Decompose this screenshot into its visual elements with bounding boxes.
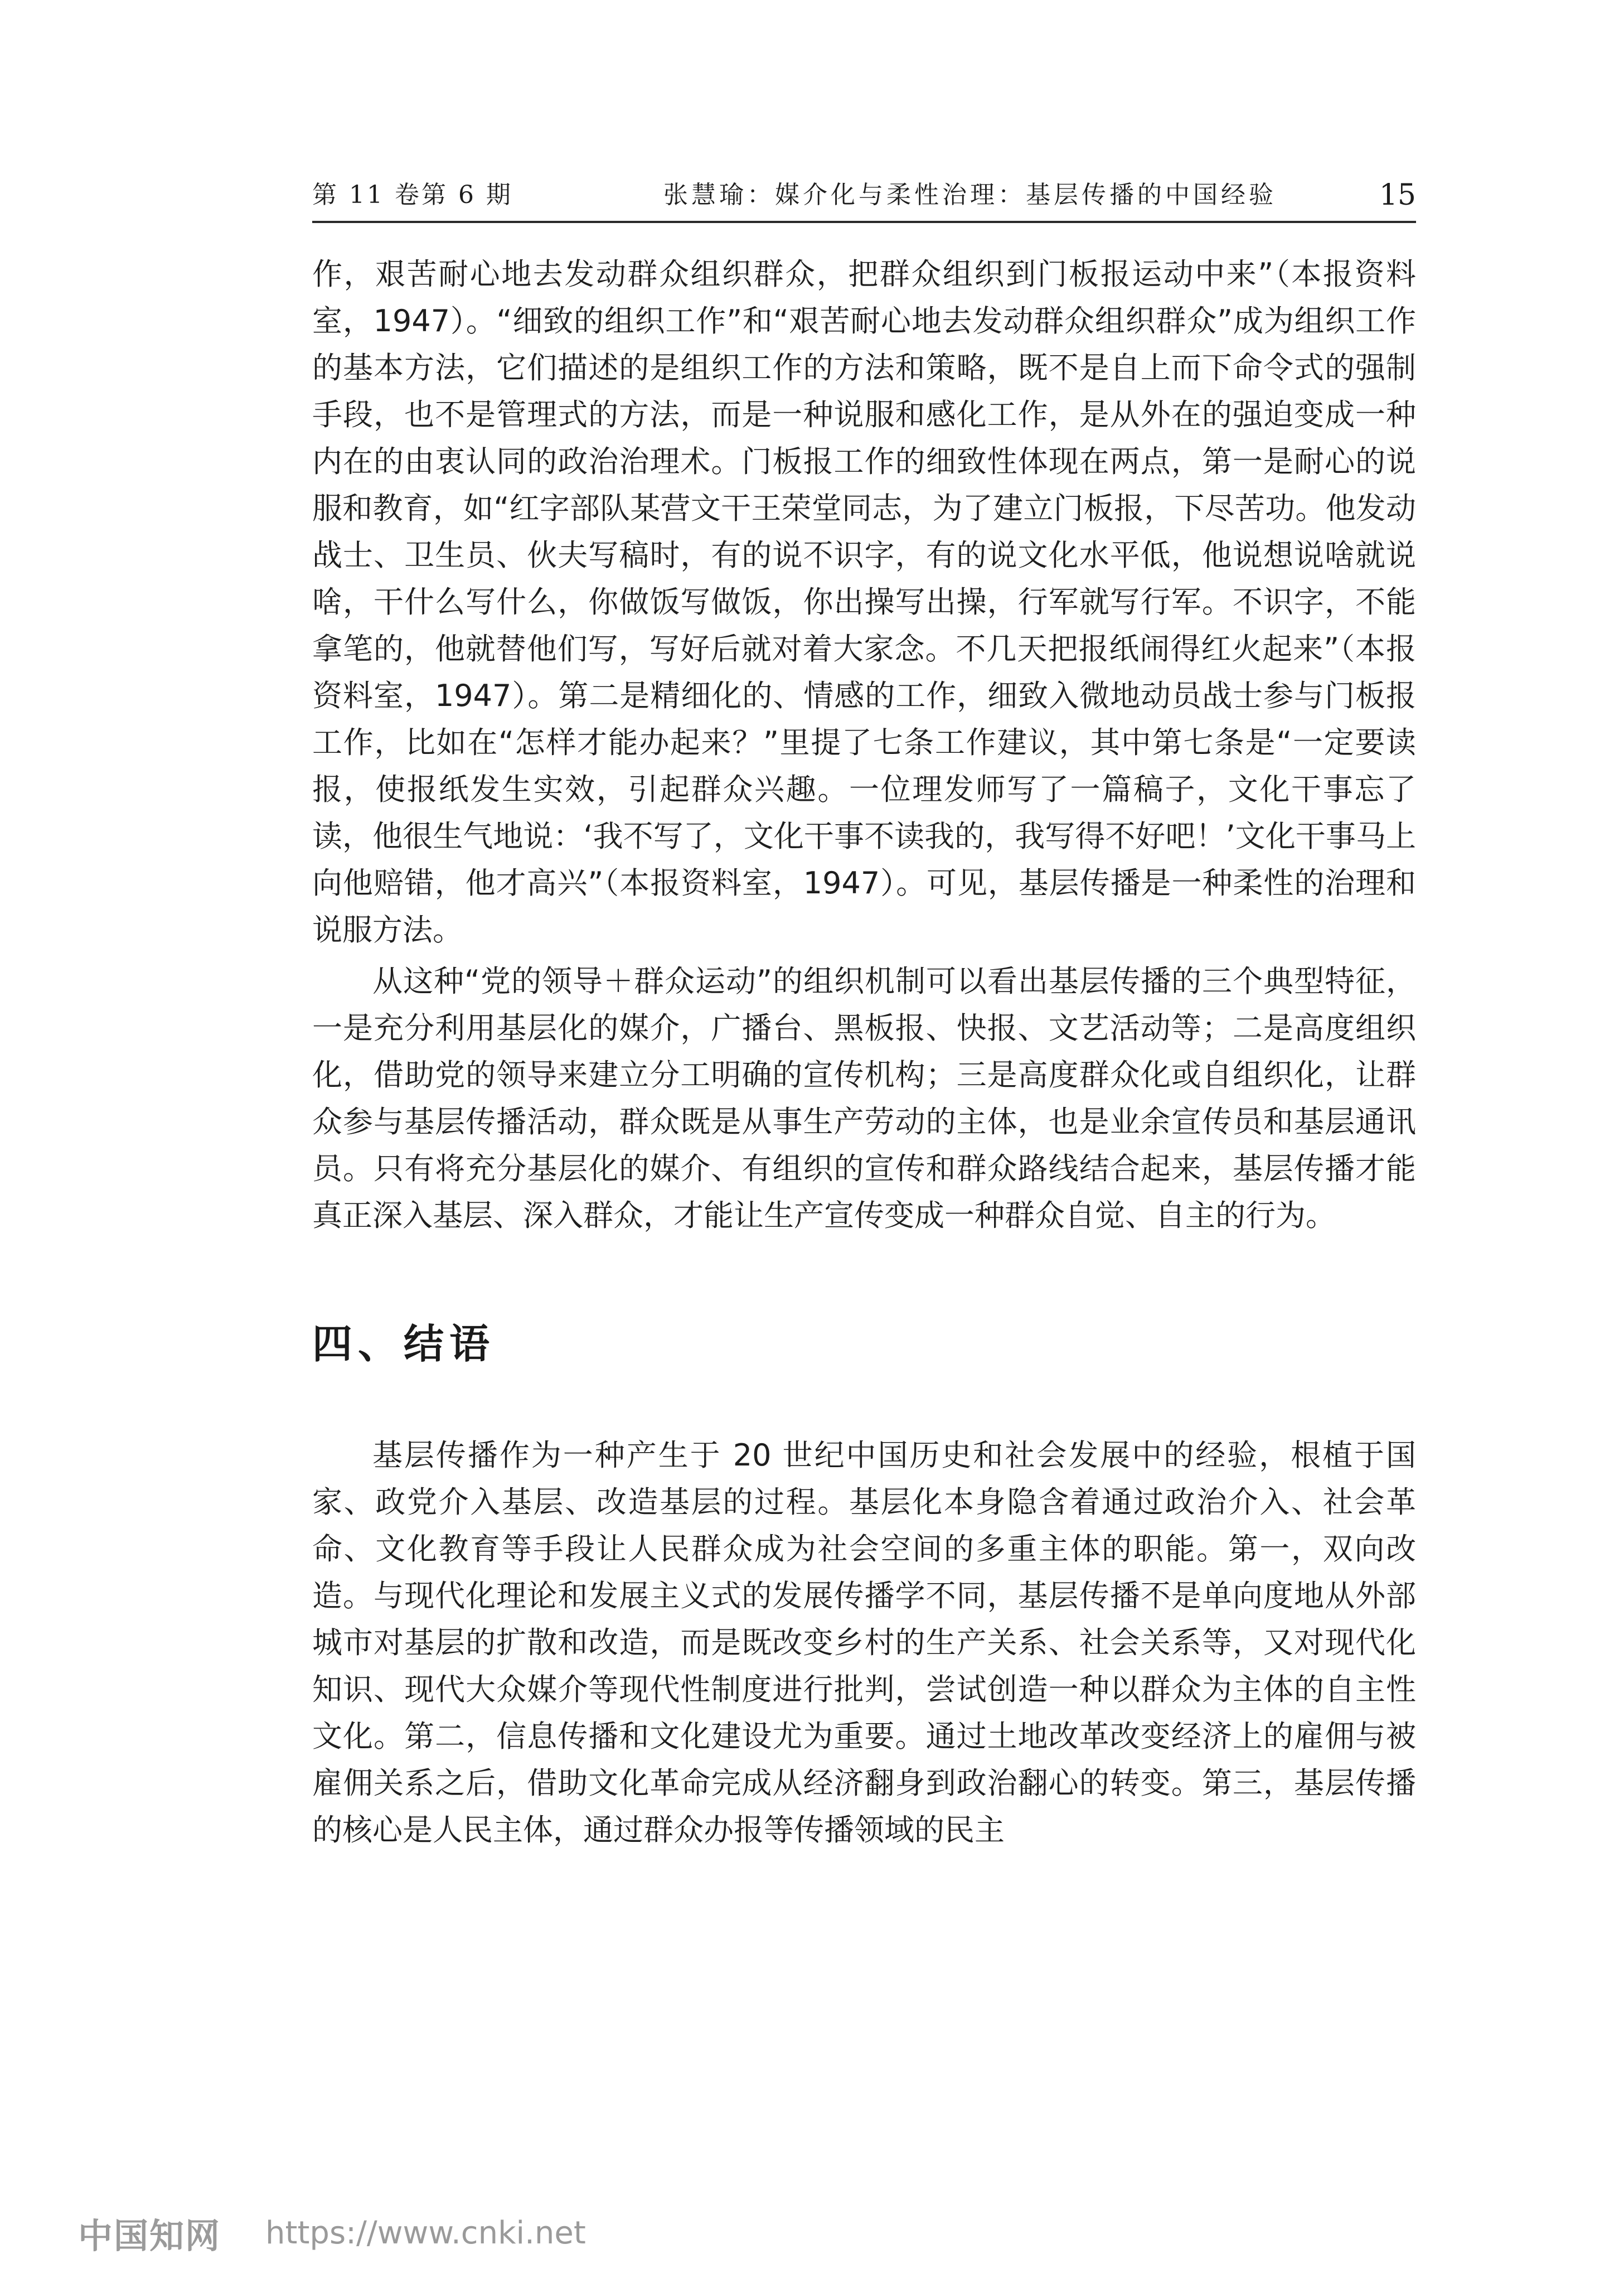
- conclusion-paragraph: 基层传播作为一种产生于 20 世纪中国历史和社会发展中的经验，根植于国家、政党介入基层、改造基层的过程。基层化本身隐含着通过政治介入、社会革命、文化教育等手段让人民群众成为社会空间的多重主体的职能。第一，双向改造。与现代化理论和发展主义式的发展传播学不同，基层传播不是单向度地从外部城市对基层的扩散和改造，而是既改变乡村的生产关系、社会关系等，又对现代化知识、现代大众媒介等现代性制度进行批判，尝试创造一种以群众为主体的自主性文化。第二，信息传播和文化建设尤为重要。通过土地改革改变经济上的雇佣与被雇佣关系之后，借助文化革命完成从经济翻身到政治翻心的转变。第三，基层传播的核心是人民主体，通过群众办报等传播领域的民主: [312, 1438, 1416, 1847]
- cnki-watermark: [78, 2208, 586, 2256]
- page-number: 15: [1379, 178, 1416, 212]
- running-title: 张慧瑜：媒介化与柔性治理：基层传播的中国经验: [663, 181, 1277, 209]
- cnki-logo-text: 中国知网: [78, 2216, 221, 2256]
- body-paragraph: 作，艰苦耐心地去发动群众组织群众，把群众组织到门板报运动中来”（本报资料室，1947）。“细致的组织工作”和“艰苦耐心地去发动群众组织群众”成为组织工作的基本方法，它们描述的是组织工作的方法和策略，既不是自上而下命令式的强制手段，也不是管理式的方法，而是一种说服和感化工作，是从外在的强迫变成一种内在的由衷认同的政治治理术。门板报工作的细致性体现在两点，第一是耐心的说服和教育，如“红字部队某营文干王荣堂同志，为了建立门板报，下尽苦功。他发动战士、卫生员、伙夫写稿时，有的说不识字，有的说文化水平低，他说想说啥就说啥，干什么写什么，你做饭写做饭，你出操写出操，行军就写行军。不识字，不能拿笔的，他就替他们写，写好后就对着大家念。不几天把报纸闹得红火起来”（本报资料室，1947）。第二是精细化的、情感的工作，细致入微地动员战士参与门板报工作，比如在“怎样才能办起来？”里提了七条工作建议，其中第七条是“一定要读报，使报纸发生实效，引起群众兴趣。一位理发师写了一篇稿子，文化干事忘了读，他很生气地说：‘我不写了，文化干事不读我的，我写得不好吧！’文化干事马上向他赔错，他才高兴”（本报资料室，1947）。可见，基层传播是一种柔性的治理和说服方法。: [312, 257, 1416, 947]
- article-body: [312, 251, 1416, 1854]
- cnki-url: https://www.cnki.net: [265, 2215, 586, 2251]
- section-heading: 四、结语: [312, 1321, 496, 1367]
- body-paragraph: 从这种“党的领导＋群众运动”的组织机制可以看出基层传播的三个典型特征，一是充分利用基层化的媒介，广播台、黑板报、快报、文艺活动等；二是高度组织化，借助党的领导来建立分工明确的宣传机构；三是高度群众化或自组织化，让群众参与基层传播活动，群众既是从事生产劳动的主体，也是业余宣传员和基层通讯员。只有将充分基层化的媒介、有组织的宣传和群众路线结合起来，基层传播才能真正深入基层、深入群众，才能让生产宣传变成一种群众自觉、自主的行为。: [312, 964, 1416, 1233]
- running-header: [312, 167, 1416, 223]
- journal-issue: 第 11 卷第 6 期: [312, 181, 513, 209]
